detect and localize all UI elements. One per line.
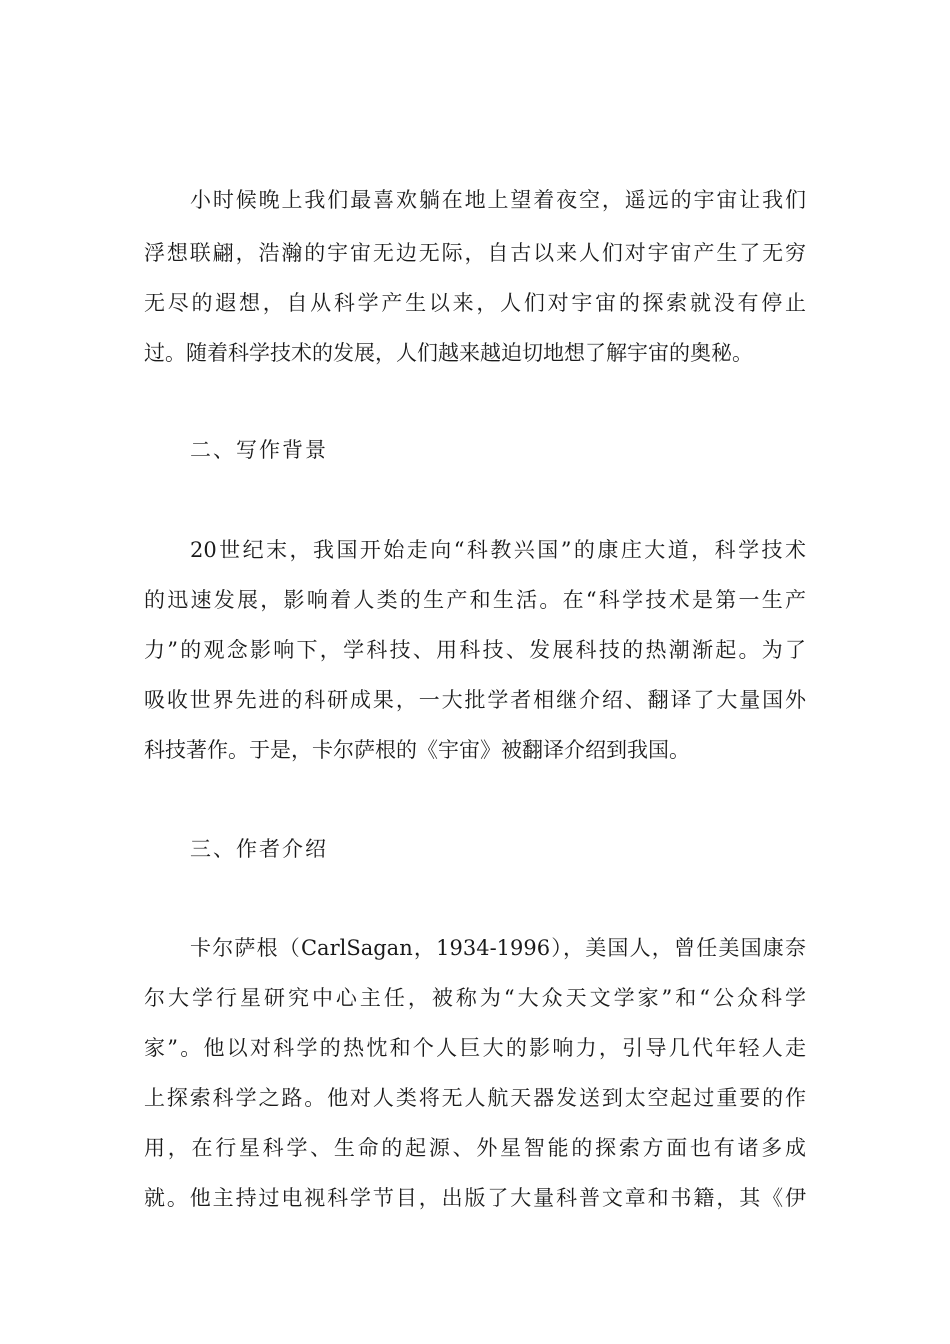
paragraph-1-line-1: 小时候晚上我们最喜欢躺在地上望着夜空，遥远的宇宙让我们 [190, 188, 806, 212]
section-2-line-2: 的迅速发展，影响着人类的生产和生活。在“科学技术是第一生产 [144, 588, 806, 612]
section-3-line-6: 就。他主持过电视科学节目，出版了大量科普文章和书籍，其《伊 [144, 1186, 806, 1210]
section-3-line-2: 尔大学行星研究中心主任，被称为“大众天文学家”和“公众科学 [144, 986, 806, 1010]
section-2-line-3: 力”的观念影响下，学科技、用科技、发展科技的热潮渐起。为了 [144, 638, 806, 662]
section-2-line-4: 吸收世界先进的科研成果，一大批学者相继介绍、翻译了大量国外 [144, 688, 806, 712]
section-3-line-3: 家”。他以对科学的热忱和个人巨大的影响力，引导几代年轻人走 [144, 1036, 806, 1060]
section-3-heading: 三、作者介绍 [190, 837, 328, 861]
section-2-heading: 二、写作背景 [190, 438, 328, 462]
paragraph-1-line-2: 浮想联翩，浩瀚的宇宙无边无际，自古以来人们对宇宙产生了无穷 [144, 241, 806, 265]
paragraph-1-line-3: 无尽的遐想，自从科学产生以来，人们对宇宙的探索就没有停止 [144, 291, 806, 315]
section-3-line-1: 卡尔萨根（CarlSagan，1934-1996），美国人，曾任美国康奈 [190, 936, 806, 960]
section-2-line-5: 科技著作。于是，卡尔萨根的《宇宙》被翻译介绍到我国。 [144, 738, 690, 762]
section-3-line-5: 用，在行星科学、生命的起源、外星智能的探索方面也有诸多成 [144, 1136, 806, 1160]
section-2-line-1: 20世纪末，我国开始走向“科教兴国”的康庄大道，科学技术 [190, 538, 806, 562]
section-3-line-4: 上探索科学之路。他对人类将无人航天器发送到太空起过重要的作 [144, 1086, 806, 1110]
paragraph-1-line-4: 过。随着科学技术的发展，人们越来越迫切地想了解宇宙的奥秘。 [144, 341, 753, 365]
